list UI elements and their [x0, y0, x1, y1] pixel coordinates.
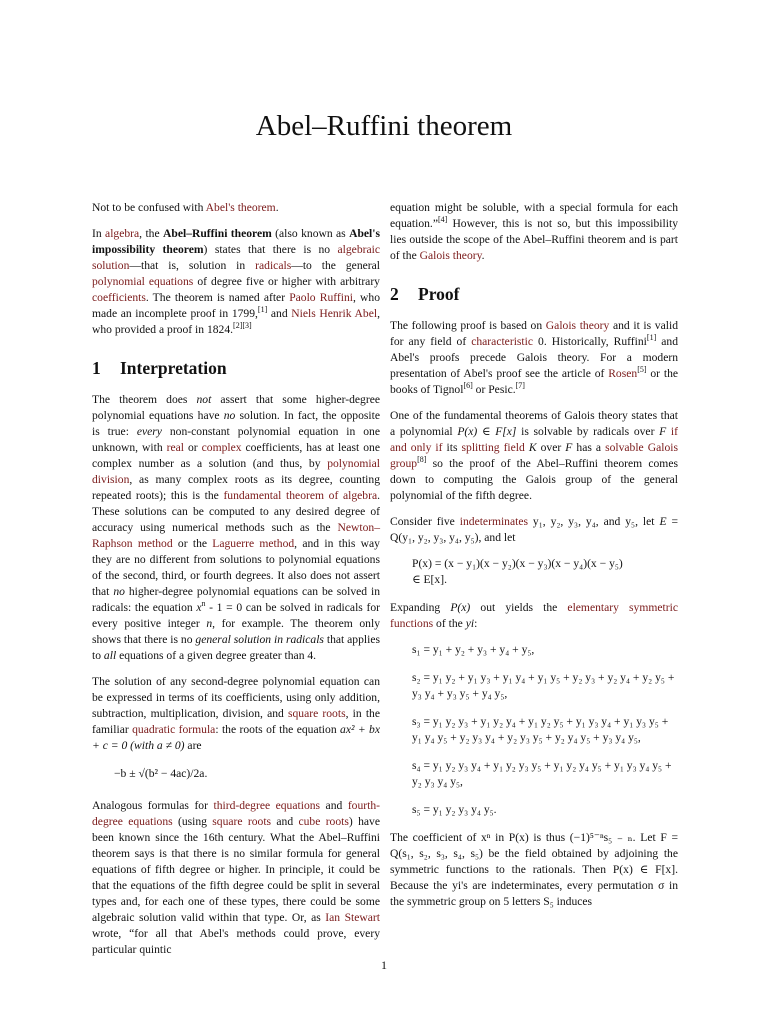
- link-algebraic-solution[interactable]: algebraic solution: [92, 243, 380, 272]
- link-fourth-degree-equations[interactable]: fourth-degree equations: [92, 799, 381, 828]
- section-heading-proof: [390, 286, 678, 302]
- citation[interactable]: [8]: [417, 455, 427, 465]
- citation[interactable]: [3]: [242, 321, 252, 331]
- galois-paragraph: One of the fundamental theorems of Galois theory states that a polynomial P(x) ∈ F[x] is solvable by radicals over F if and only if its splitting field K over F has a solvable Galois group[8] so the proof of the Abel–Ruffini theorem comes down to computing the Galois group of the general polynomial of the fifth degree.: [390, 409, 678, 502]
- citation[interactable]: [4]: [437, 215, 448, 225]
- link-square-roots[interactable]: square roots: [287, 707, 346, 720]
- link-complex[interactable]: complex: [201, 441, 242, 454]
- intro-paragraph: In algebra, the Abel–Ruffini theorem (also known as Abel's impossibility theorem) states that there is no algebraic solution—that is, solution in radicals—to the general polynomial equations of degree five or higher with arbitrary coefficients. The theorem is named after Paolo Ruffini, who made an incomplete proof in 1799,[1] and Niels Henrik Abel, who provided a proof in 1824.[2][3]: [92, 227, 381, 336]
- link-laguerre-method[interactable]: Laguerre method: [212, 537, 295, 550]
- polynomial-definition: [412, 556, 678, 588]
- link-square-roots-2[interactable]: square roots: [212, 815, 272, 828]
- link-rosen[interactable]: Rosen: [608, 367, 638, 380]
- symmetric-function-s1: s₁ = y₁ + y₂ + y₃ + y₄ + y₅,: [412, 643, 535, 656]
- proof-intro-paragraph: The following proof is based on Galois theory and it is valid for any field of characteristic 0. Historically, Ruffini[1] and Abel's proofs precede Galois theory. For a modern presentation of Abel's proof see the article of Rosen[5] or the books of Tignol[6] or Pesic.[7]: [390, 319, 679, 396]
- section-title: Proof: [418, 284, 460, 304]
- link-if-and-only-if[interactable]: if and only if: [390, 425, 678, 454]
- link-algebra[interactable]: algebra: [105, 227, 140, 240]
- page-number: 1: [381, 958, 387, 972]
- symmetric-function-s2: s₂ = y₁ y₂ + y₁ y₃ + y₁ y₄ + y₁ y₅ + y₂ y₃ + y₂ y₄ + y₂ y₅ + y₃ y₄ + y₃ y₅ + y₄ y₅,: [412, 671, 675, 700]
- citation[interactable]: [1]: [257, 305, 268, 315]
- hatnote: [92, 200, 380, 216]
- left-column: [92, 200, 380, 968]
- citation[interactable]: [2]: [233, 321, 243, 331]
- link-real[interactable]: real: [166, 441, 184, 454]
- section-heading-interpretation: [92, 360, 380, 376]
- section-number: 1: [92, 358, 101, 378]
- citation[interactable]: [5]: [637, 365, 647, 375]
- interpretation-paragraph: The theorem does not assert that some higher-degree polynomial equations have no solution. In fact, the opposite is true: every non-constant polynomial equation in one unknown, with real or complex coefficients, has at least one complex number as a solution (and thus, by polynomial division, as many complex roots as its degree, counting repeated roots); this is the fundamental theorem of algebra. These solutions can be computed to any desired degree of accuracy using numerical methods such as the Newton–Raphson method or the Laguerre method, and in this way they are no different from solutions to polynomial equations of the second, third, or fourth degrees. It also does not assert that no higher-degree polynomial equations can be solved in radicals: the equation $x^n - 1 = 0$ can be solved in radicals for every positive integer n, for example. The theorem only shows that there is no general solution in radicals that applies to all equations of a given degree greater than 4.: [92, 393, 381, 662]
- right-column: [390, 200, 678, 920]
- citation[interactable]: [1]: [646, 333, 657, 343]
- symmetric-function-s3: s₃ = y₁ y₂ y₃ + y₁ y₂ y₄ + y₁ y₂ y₅ + y₁ y₃ y₄ + y₁ y₃ y₅ + y₁ y₄ y₅ + y₂ y₃ y₄ + y₂ y₃ y₅ + y₂ y₄ y₅ + y₃ y₄ y₅,: [412, 715, 669, 744]
- link-fundamental-theorem-of-algebra[interactable]: fundamental theorem of algebra: [223, 489, 378, 502]
- section-number: 2: [390, 284, 399, 304]
- expanding-paragraph: Expanding P(x) out yields the elementary symmetric functions of the yi:: [390, 601, 678, 630]
- indeterminates-paragraph: Consider five indeterminates y₁, y₂, y₃, y₄, and y₅, let E = Q(y₁, y₂, y₃, y₄, y₅), and let: [390, 515, 679, 544]
- link-quadratic-formula[interactable]: quadratic formula: [132, 723, 216, 736]
- link-galois-theory[interactable]: Galois theory: [419, 249, 482, 262]
- theorem-alt-name: Abel's impossibility theorem: [92, 227, 380, 256]
- second-degree-paragraph: The solution of any second-degree polynomial equation can be expressed in terms of its coefficients, using only addition, subtraction, multiplication, division, and square roots, in the familiar quadratic formula: the roots of the equation ax² + bx + c = 0 (with a ≠ 0) are: [92, 675, 380, 752]
- analogous-formulas-paragraph: Analogous formulas for third-degree equations and fourth-degree equations (using square roots and cube roots) have been known since the 16th century. What the Abel–Ruffini theorem says is that there is no similar formula for general equations of fifth degree or higher. In principle, it could be that the equations of the fifth degree could be split in several types and, for each one of these types, there could be some algebraic solution valid within that type. Or, as Ian Stewart wrote, “for all that Abel's methods could prove, every particular quintic: [92, 799, 381, 956]
- quadratic-formula-display: −b ± √(b² − 4ac)/2a.: [114, 767, 208, 780]
- link-splitting-field[interactable]: splitting field: [461, 441, 525, 454]
- link-elementary-symmetric-functions[interactable]: elementary symmetric functions: [390, 601, 678, 630]
- link-ian-stewart[interactable]: Ian Stewart: [325, 911, 380, 924]
- link-polynomial-equations[interactable]: polynomial equations: [92, 275, 194, 288]
- theorem-name: Abel–Ruffini theorem: [163, 227, 272, 240]
- citation[interactable]: [7]: [515, 381, 525, 391]
- link-characteristic[interactable]: characteristic: [471, 335, 534, 348]
- link-newton-raphson[interactable]: Newton–Raphson method: [92, 521, 380, 550]
- link-abels-theorem[interactable]: Abel's theorem: [205, 201, 276, 214]
- citation[interactable]: [6]: [463, 381, 473, 391]
- link-third-degree-equations[interactable]: third-degree equations: [213, 799, 321, 812]
- link-coefficients[interactable]: coefficients: [92, 291, 146, 304]
- hatnote-text: Not to be confused with: [92, 201, 206, 214]
- link-galois-theory-2[interactable]: Galois theory: [545, 319, 610, 332]
- symmetric-function-s4: s₄ = y₁ y₂ y₃ y₄ + y₁ y₂ y₃ y₅ + y₁ y₂ y₄ y₅ + y₁ y₃ y₄ y₅ + y₂ y₃ y₄ y₅,: [412, 759, 672, 788]
- inline-equation: ax² + bx + c = 0 (with a ≠ 0): [92, 723, 380, 752]
- equation-line: P(x) = (x − y₁)(x − y₂)(x − y₃)(x − y₄)(x − y₅): [412, 557, 623, 570]
- link-polynomial-division[interactable]: polynomial division: [92, 457, 380, 486]
- link-radicals[interactable]: radicals: [255, 259, 292, 272]
- link-cube-roots[interactable]: cube roots: [298, 815, 349, 828]
- link-paolo-ruffini[interactable]: Paolo Ruffini: [289, 291, 354, 304]
- page-title: Abel–Ruffini theorem: [255, 110, 513, 142]
- coefficient-paragraph: The coefficient of xⁿ in P(x) is thus (−1)⁵⁻ⁿs₅ ₋ ₙ. Let F = Q(s₁, s₂, s₃, s₄, s₅) be the field obtained by adjoining the symmetric functions to the rationals. Then P(x) ∈ F[x]. Because the yi's are indeterminates, every permutation σ in the symmetric group on 5 letters S₅ induces: [390, 831, 678, 908]
- link-indeterminates[interactable]: indeterminates: [459, 515, 528, 528]
- link-niels-henrik-abel[interactable]: Niels Henrik Abel: [291, 307, 378, 320]
- link-solvable-galois-group[interactable]: solvable Galois group: [390, 441, 678, 470]
- section-title: Interpretation: [120, 358, 227, 378]
- continued-paragraph: equation might be soluble, with a special formula for each equation.”[4] However, this is not so, but this impossibility lies outside the scope of the Abel–Ruffini theorem and is part of the Galois theory.: [390, 201, 678, 262]
- hatnote-suffix: .: [275, 201, 279, 214]
- equation-line: ∈ E[x].: [412, 573, 447, 586]
- symmetric-function-s5: s₅ = y₁ y₂ y₃ y₄ y₅.: [412, 803, 497, 816]
